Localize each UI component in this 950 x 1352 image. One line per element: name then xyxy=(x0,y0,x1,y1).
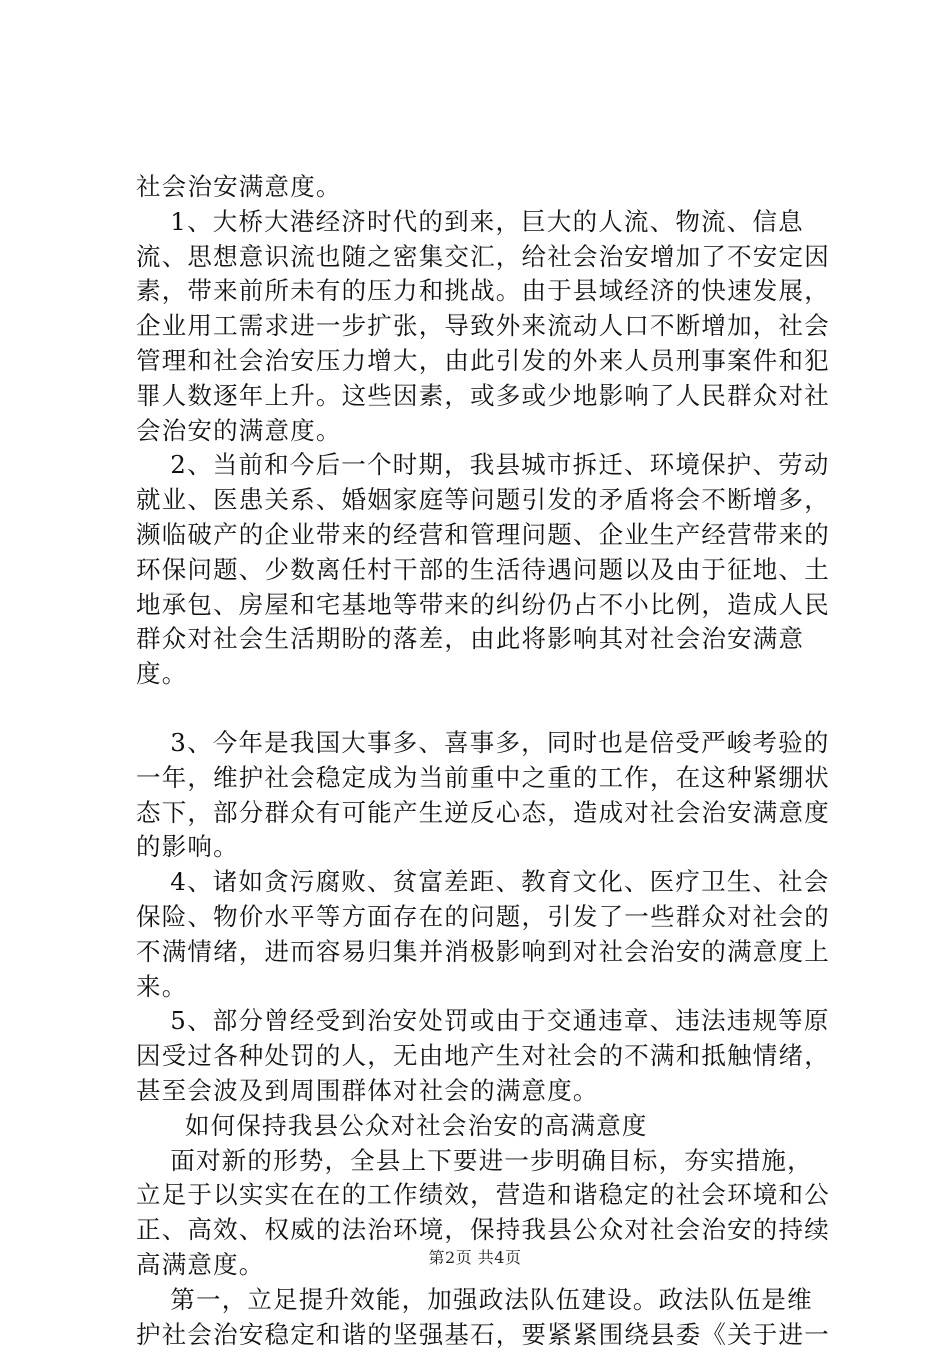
paragraph-first-measure: 第一，立足提升效能，加强政法队伍建设。政法队伍是维护社会治安稳定和谐的坚强基石，要紧紧围绕县委《关于进一 xyxy=(136,1284,830,1349)
paragraph-item-1: 1、大桥大港经济时代的到来，巨大的人流、物流、信息流、思想意识流也随之密集交汇，给社会治安增加了不安定因素，带来前所未有的压力和挑战。由于县域经济的快速发展，企业用工需求进一步扩张，导致外来流动人口不断增加，社会管理和社会治安压力增大，由此引发的外来人员刑事案件和犯罪人数逐年上升。这些因素，或多或少地影响了人民群众对社会治安的满意度。 xyxy=(136,206,830,445)
paragraph-item-3: 3、今年是我国大事多、喜事多，同时也是倍受严峻考验的一年，维护社会稳定成为当前重中之重的工作，在这种紧绷状态下，部分群众有可能产生逆反心态，造成对社会治安满意度的影响。 xyxy=(136,727,830,862)
paragraph-item-2: 2、当前和今后一个时期，我县城市拆迁、环境保护、劳动就业、医患关系、婚姻家庭等问题引发的矛盾将会不断增多，濒临破产的企业带来的经营和管理问题、企业生产经营带来的环保问题、少数离任村干部的生活待遇问题以及由于征地、土地承包、房屋和宅基地等带来的纠纷仍占不小比例，造成人民群众对社会生活期盼的落差，由此将影响其对社会治安满意度。 xyxy=(136,450,830,689)
section-heading: 如何保持我县公众对社会治安的高满意度 xyxy=(185,1110,648,1140)
document-body xyxy=(136,170,836,1352)
paragraph-item-4: 4、诸如贪污腐败、贫富差距、教育文化、医疗卫生、社会保险、物价水平等方面存在的问题，引发了一些群众对社会的不满情绪，进而容易归集并消极影响到对社会治安的满意度上来。 xyxy=(136,867,830,1001)
page-footer: 第2页 共4页 xyxy=(428,1248,522,1267)
paragraph-intro: 面对新的形势，全县上下要进一步明确目标，夯实措施，立足于以实实在在的工作绩效，营造和谐稳定的社会环境和公正、高效、权威的法治环境，保持我县公众对社会治安的持续高满意度。 xyxy=(136,1145,830,1279)
paragraph-continuation: 社会治安满意度。 xyxy=(136,172,342,201)
paragraph-item-5: 5、部分曾经受到治安处罚或由于交通违章、违法违规等原因受过各种处罚的人，无由地产生对社会的不满和抵触情绪，甚至会波及到周围群体对社会的满意度。 xyxy=(136,1006,830,1105)
